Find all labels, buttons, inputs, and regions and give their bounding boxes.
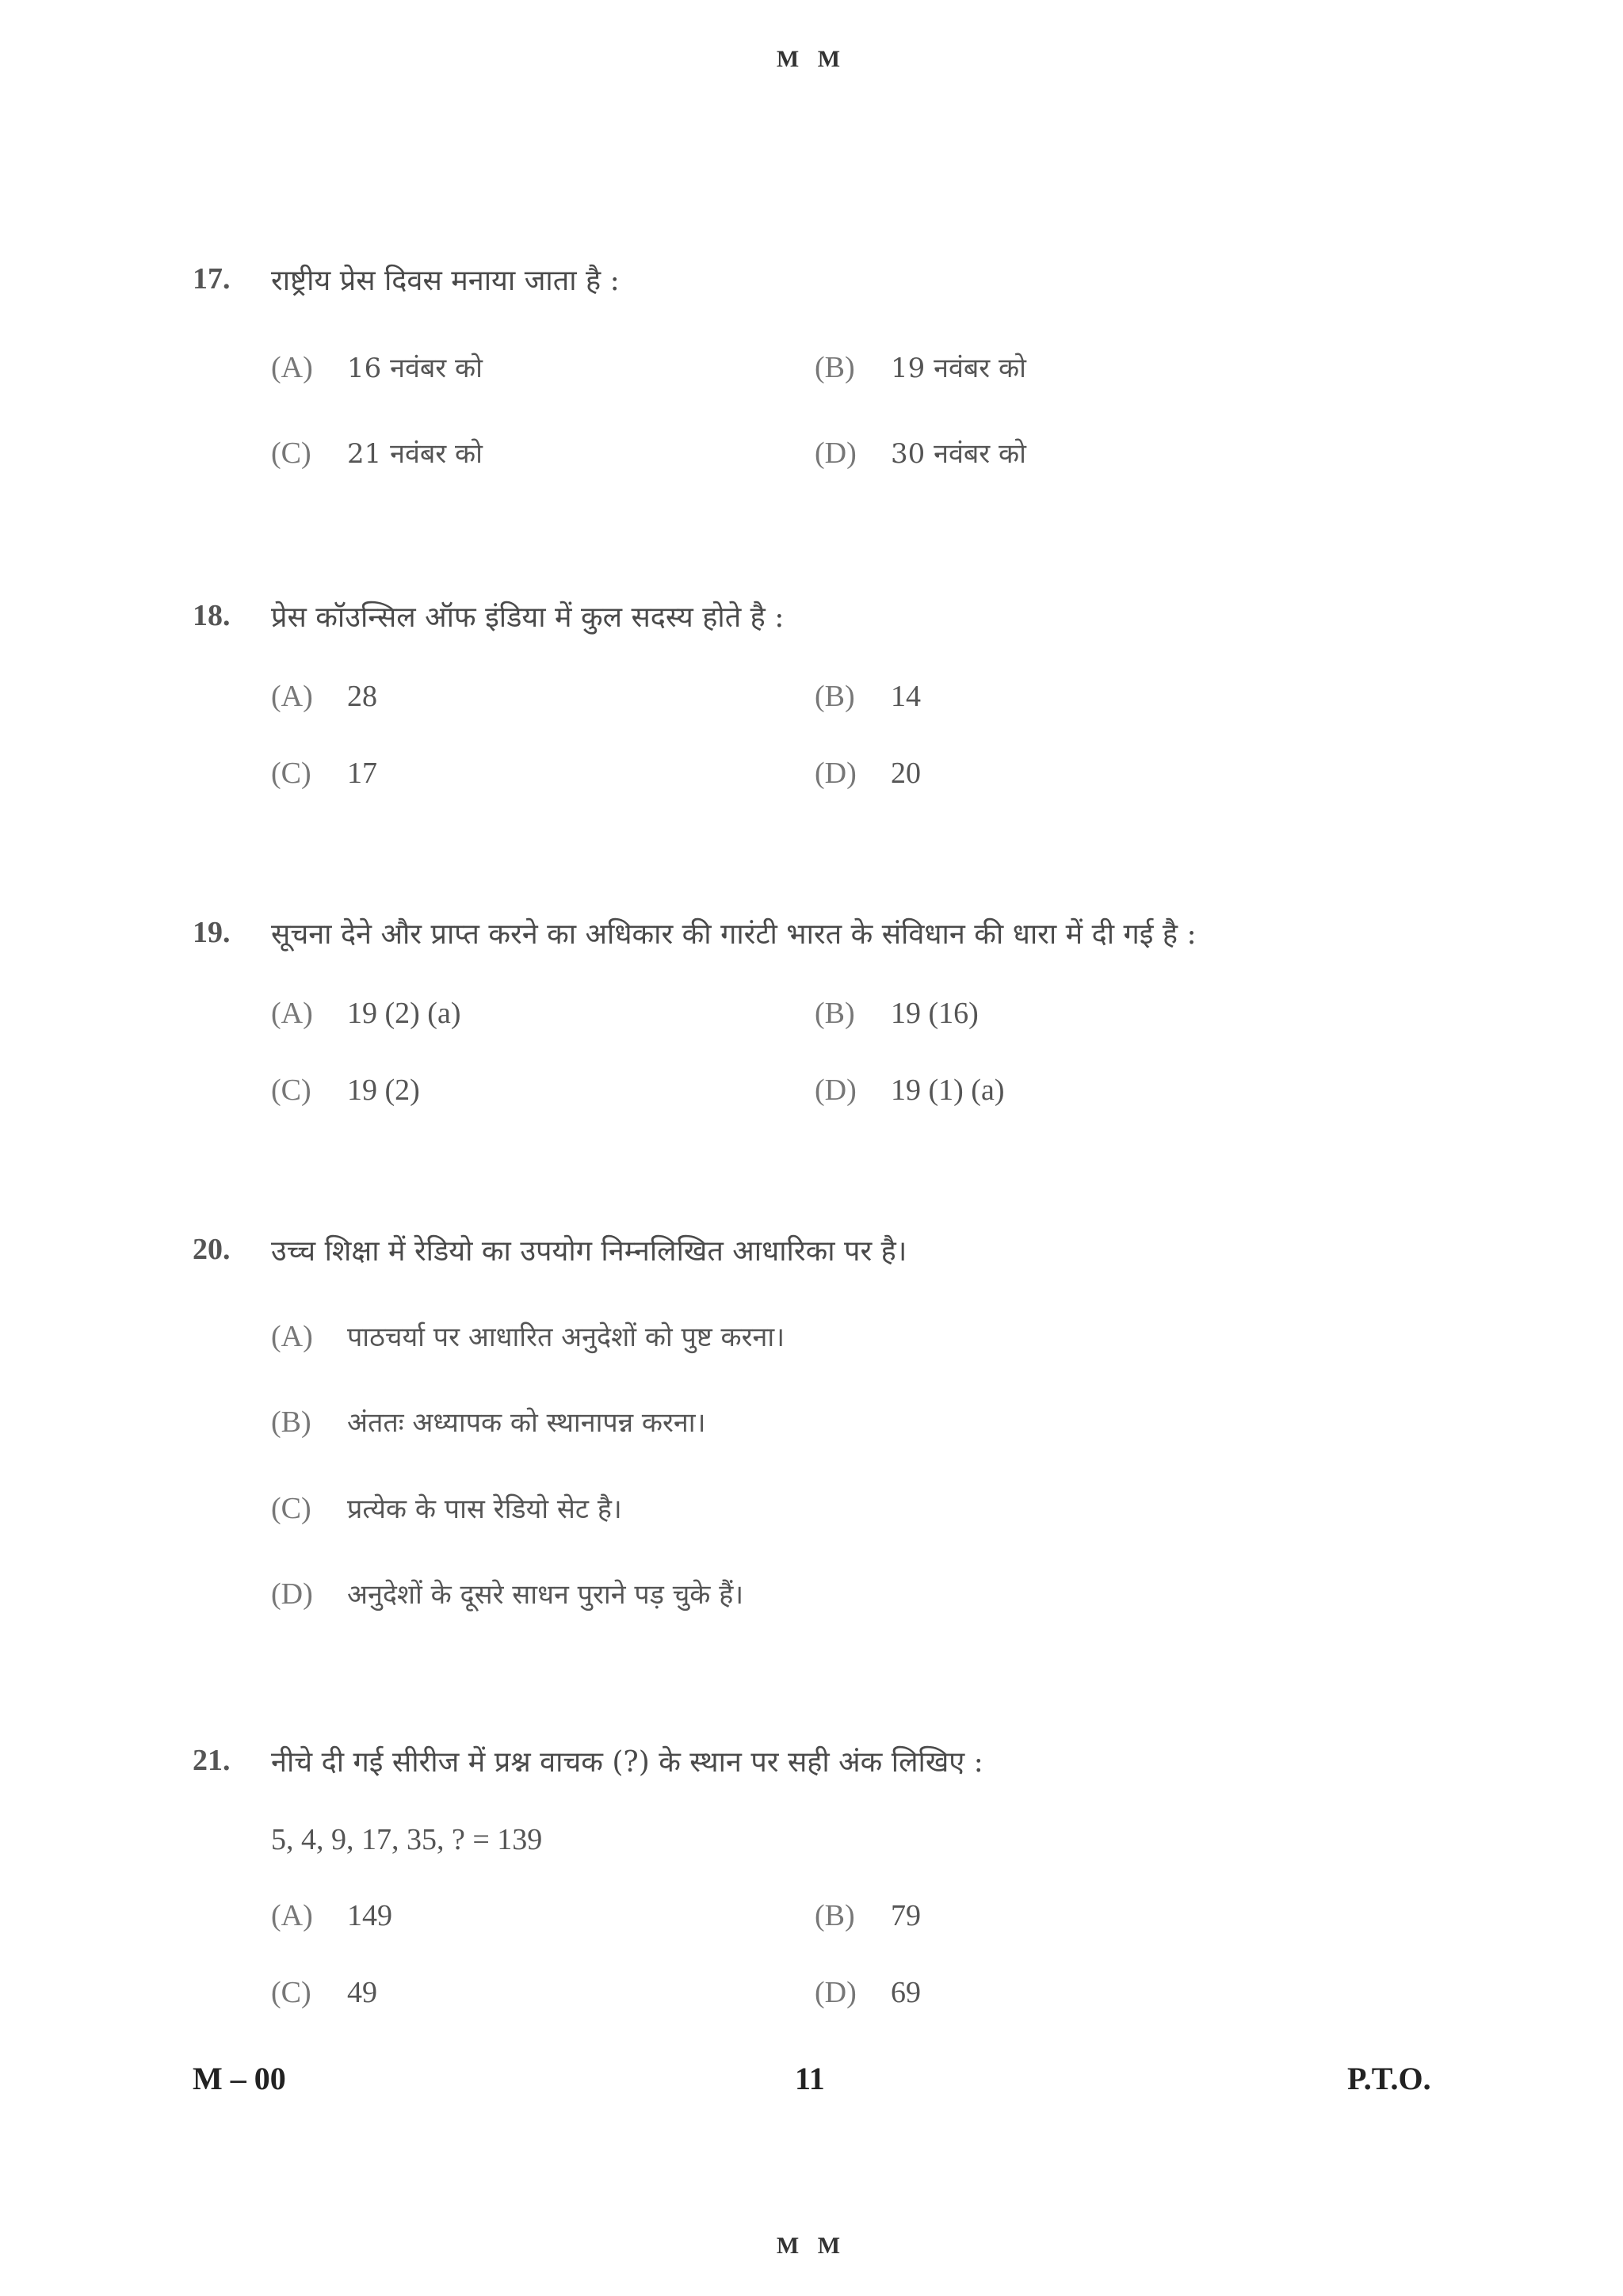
pto-label: P.T.O. [1347, 2061, 1431, 2096]
option-label: (C) [271, 1976, 311, 2009]
option-text: 14 [891, 680, 921, 713]
question-text: सूचना देने और प्राप्त करने का अधिकार की गारंटी भारत के संविधान की धारा में दी गई है : [271, 918, 1197, 951]
header-mark: M M [776, 46, 847, 72]
option-label: (D) [815, 1074, 857, 1107]
option-d [271, 1575, 743, 1611]
number-series [271, 1822, 542, 1857]
option-text: अंततः अध्यापक को स्थानापन्न करना। [347, 1407, 706, 1439]
question-text: नीचे दी गई सीरीज में प्रश्न वाचक (?) के स्थान पर सही अंक लिखिए : [271, 1746, 983, 1779]
option-a [271, 1318, 785, 1354]
option-label: (A) [271, 997, 313, 1030]
option-d [815, 1975, 921, 2010]
option-label: (C) [271, 757, 311, 790]
option-text: 19 (1) (a) [891, 1074, 1005, 1107]
option-label: (B) [815, 680, 855, 713]
option-text: अनुदेशों के दूसरे साधन पुराने पड़ चुके हैं। [347, 1579, 744, 1611]
option-label: (A) [271, 351, 313, 384]
option-label: (B) [815, 997, 855, 1030]
option-text: 79 [891, 1899, 921, 1932]
option-d [815, 1073, 1004, 1108]
option-label: (D) [815, 437, 857, 470]
option-c [271, 434, 483, 471]
option-text: 49 [347, 1976, 377, 2009]
option-b [815, 679, 921, 714]
question-number: 21. [193, 1744, 231, 1777]
option-label: (A) [271, 1320, 313, 1353]
option-c [271, 1489, 622, 1526]
question-number: 18. [193, 599, 231, 632]
option-b [271, 1403, 706, 1440]
option-label: (B) [815, 351, 855, 384]
option-text: 17 [347, 757, 377, 790]
option-label: (D) [815, 757, 857, 790]
option-label: (C) [271, 1074, 311, 1107]
option-d [815, 756, 921, 791]
option-label: (B) [271, 1405, 311, 1439]
series-text: 5, 4, 9, 17, 35, ? = 139 [271, 1823, 543, 1856]
option-text: 19 नवंबर को [891, 353, 1026, 384]
option-text: 19 (2) [347, 1074, 420, 1107]
question-text: राष्ट्रीय प्रेस दिवस मनाया जाता है : [271, 265, 620, 297]
option-label: (D) [815, 1976, 857, 2009]
option-text: 149 [347, 1899, 392, 1932]
option-c [271, 1073, 420, 1108]
option-text: 69 [891, 1976, 921, 2009]
question-number: 20. [193, 1233, 231, 1266]
question-number: 19. [193, 916, 231, 949]
option-b [815, 349, 1026, 385]
option-text: 28 [347, 680, 377, 713]
option-label: (C) [271, 437, 311, 470]
option-text: 21 नवंबर को [347, 438, 483, 470]
question-text: उच्च शिक्षा में रेडियो का उपयोग निम्नलिखित आधारिका पर है। [271, 1235, 907, 1268]
option-b [815, 1898, 921, 1933]
page-number: 11 [795, 2061, 825, 2096]
option-a [271, 1898, 392, 1933]
option-label: (C) [271, 1492, 311, 1525]
option-label: (A) [271, 680, 313, 713]
option-d [815, 434, 1026, 471]
question-number: 17. [193, 262, 231, 296]
option-text: 19 (16) [891, 997, 979, 1030]
option-a [271, 679, 377, 714]
option-text: 30 नवंबर को [891, 438, 1026, 470]
option-a [271, 349, 483, 385]
option-text: 20 [891, 757, 921, 790]
option-a [271, 996, 460, 1031]
option-text: पाठचर्या पर आधारित अनुदेशों को पुष्ट करना। [347, 1322, 785, 1353]
option-label: (A) [271, 1899, 313, 1932]
option-text: 19 (2) (a) [347, 997, 461, 1030]
footer-mark: M M [776, 2233, 847, 2259]
paper-code: M – 00 [193, 2061, 286, 2096]
option-label: (D) [271, 1577, 313, 1611]
option-c [271, 756, 377, 791]
option-text: प्रत्येक के पास रेडियो सेट है। [347, 1493, 622, 1525]
question-text: प्रेस कॉउन्सिल ऑफ इंडिया में कुल सदस्य होते है : [271, 601, 785, 634]
option-label: (B) [815, 1899, 855, 1932]
option-text: 16 नवंबर को [347, 353, 483, 384]
option-c [271, 1975, 377, 2010]
option-b [815, 996, 979, 1031]
